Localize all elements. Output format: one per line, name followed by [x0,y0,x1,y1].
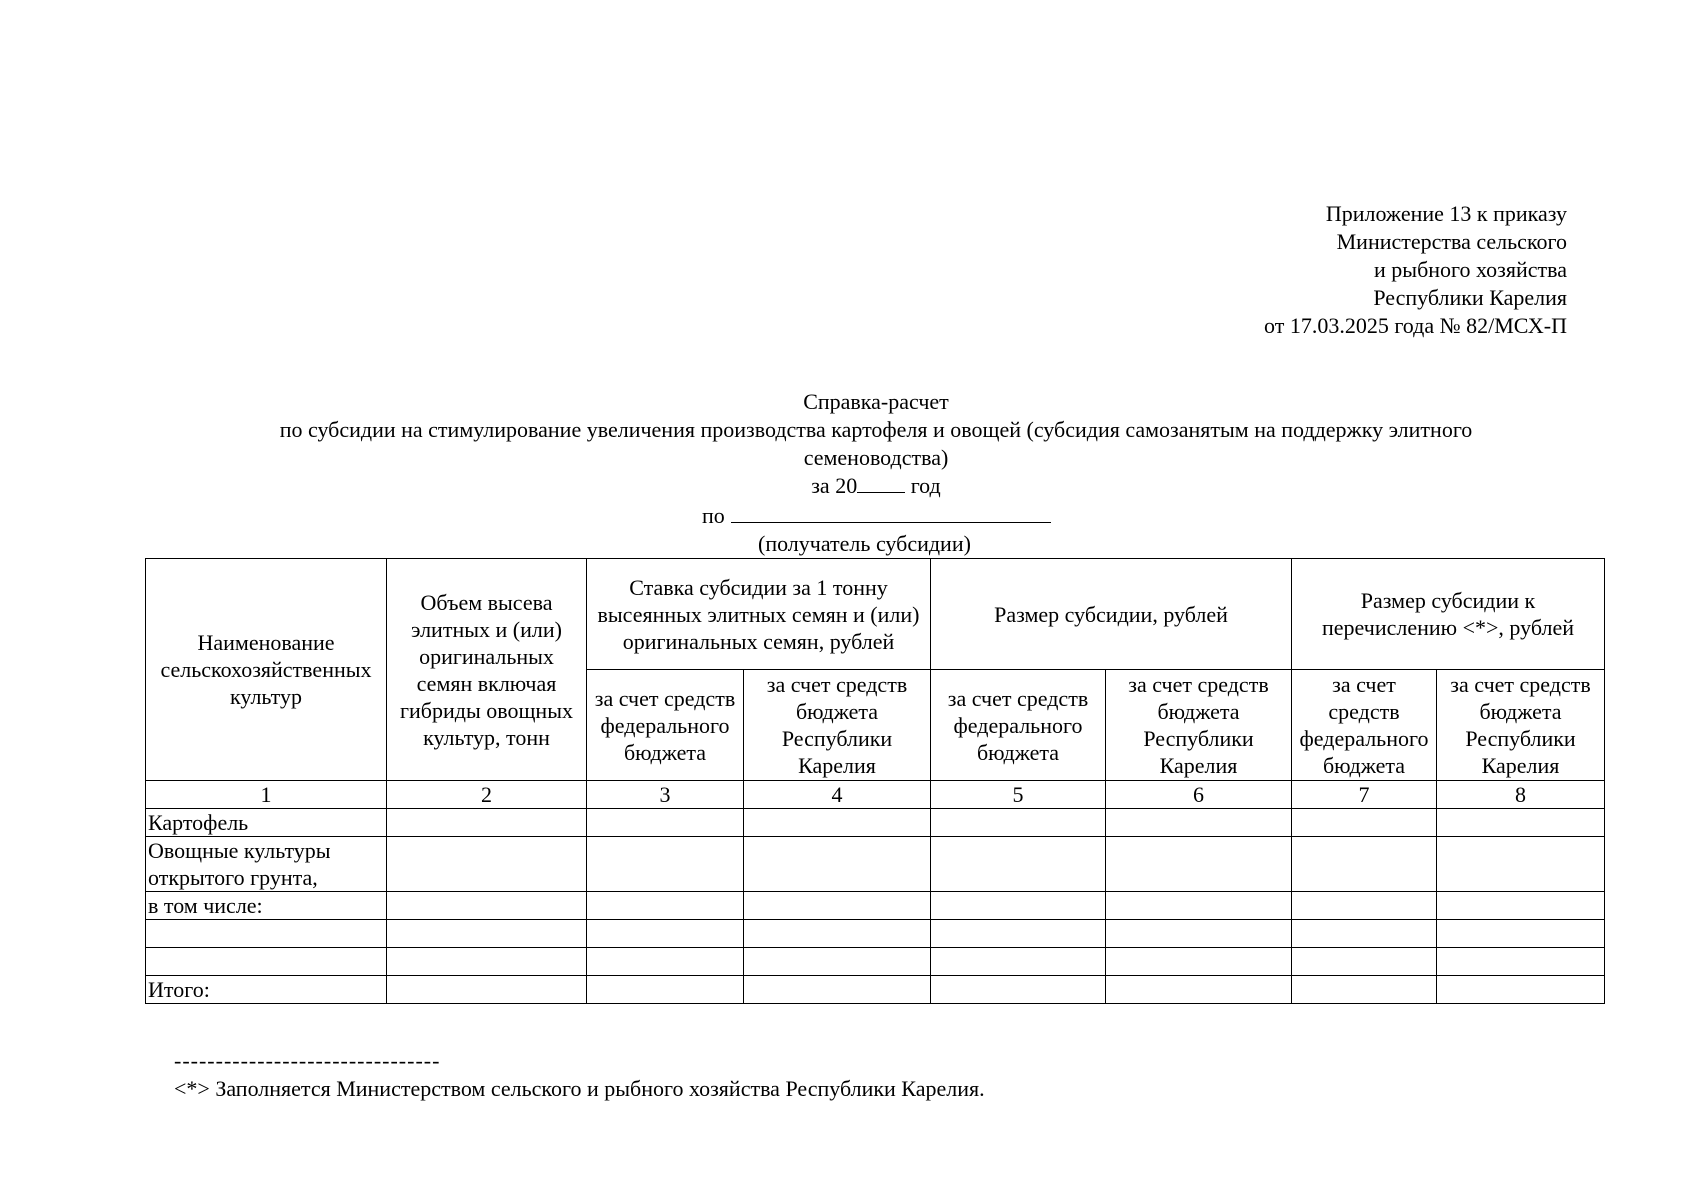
subsidy-table [145,558,1605,1004]
recipient-prefix: по [702,503,725,528]
appendix-line: Республики Карелия [1373,285,1567,310]
empty-cell [744,892,931,920]
appendix-block [1264,200,1567,340]
empty-cell [931,948,1106,976]
empty-cell [744,976,931,1004]
row-label [146,948,387,976]
column-number-row [146,781,1605,809]
empty-cell [1437,892,1605,920]
header-crop-name: Наименование сельскохозяйственных культур [146,559,387,781]
empty-cell [744,920,931,948]
empty-cell [1437,809,1605,837]
column-number: 2 [387,781,587,809]
empty-cell [1106,892,1292,920]
row-label: Итого: [146,976,387,1004]
document-title: Справка-расчет [803,389,949,414]
document-subtitle: по субсидии на стимулирование увеличения производства картофеля и овощей (субсидия самозанятым на поддержку элитного [279,417,1473,442]
empty-cell [1292,948,1437,976]
header-subsidy-size: Размер субсидии, рублей [931,559,1292,670]
footnote-separator: -------------------------------- [174,1048,441,1073]
header-transfer-regional: за счет средств бюджета Республики Карелия [1437,670,1605,781]
year-prefix: за 20 [811,473,858,498]
empty-cell [931,920,1106,948]
empty-cell [931,892,1106,920]
column-number: 7 [1292,781,1437,809]
year-suffix: год [905,473,941,498]
empty-cell [1292,809,1437,837]
empty-cell [587,892,744,920]
empty-cell [387,809,587,837]
empty-cell [1437,948,1605,976]
column-number: 5 [931,781,1106,809]
empty-cell [1106,809,1292,837]
empty-cell [387,948,587,976]
year-line [200,472,1552,500]
year-blank [857,472,905,493]
appendix-line: Министерства сельского [1336,229,1567,254]
empty-cell [744,809,931,837]
empty-cell [931,837,1106,892]
recipient-caption: (получатель субсидии) [758,531,971,556]
recipient-line [702,502,1051,530]
appendix-line: от 17.03.2025 года № 82/МСХ-П [1264,313,1567,338]
header-subsidy-rate: Ставка субсидии за 1 тонну высеянных элитных семян и (или) оригинальных семян, рублей [587,559,931,670]
table-row [146,892,1605,920]
row-label [146,920,387,948]
empty-cell [387,892,587,920]
row-label: Картофель [146,809,387,837]
header-rate-federal: за счет средств федерального бюджета [587,670,744,781]
column-number: 3 [587,781,744,809]
empty-cell [1437,976,1605,1004]
header-rate-regional: за счет средств бюджета Республики Карелия [744,670,931,781]
column-number: 6 [1106,781,1292,809]
empty-cell [931,809,1106,837]
empty-cell [1106,920,1292,948]
empty-cell [387,837,587,892]
empty-cell [1106,948,1292,976]
empty-cell [744,948,931,976]
empty-cell [1437,837,1605,892]
header-subsidy-transfer: Размер субсидии к перечислению <*>, рублей [1292,559,1605,670]
empty-cell [1292,920,1437,948]
row-label: Овощные культуры открытого грунта, [146,837,387,892]
empty-cell [1106,976,1292,1004]
empty-cell [1437,920,1605,948]
header-sowing-volume: Объем высева элитных и (или) оригинальных семян включая гибриды овощных культур, тонн [387,559,587,781]
empty-cell [587,948,744,976]
header-size-federal: за счет средств федерального бюджета [931,670,1106,781]
table-row-total [146,976,1605,1004]
header-transfer-federal: за счет средств федерального бюджета [1292,670,1437,781]
document-subtitle-continuation: семеноводства) [803,445,949,470]
column-number: 4 [744,781,931,809]
empty-cell [1292,837,1437,892]
empty-cell [587,809,744,837]
footnote-text: <*> Заполняется Министерством сельского и рыбного хозяйства Республики Карелия. [174,1076,985,1101]
empty-cell [744,837,931,892]
empty-cell [587,920,744,948]
empty-cell [1106,837,1292,892]
table-row [146,920,1605,948]
table-row [146,948,1605,976]
empty-cell [387,920,587,948]
document-heading [200,388,1552,500]
empty-cell [587,976,744,1004]
column-number: 8 [1437,781,1605,809]
row-label: в том числе: [146,892,387,920]
appendix-line: и рыбного хозяйства [1374,257,1567,282]
table-row [146,837,1605,892]
appendix-line: Приложение 13 к приказу [1325,201,1567,226]
empty-cell [1292,976,1437,1004]
empty-cell [1292,892,1437,920]
header-size-regional: за счет средств бюджета Республики Карелия [1106,670,1292,781]
empty-cell [931,976,1106,1004]
recipient-blank [731,502,1051,523]
column-number: 1 [146,781,387,809]
empty-cell [587,837,744,892]
empty-cell [387,976,587,1004]
table-row [146,809,1605,837]
